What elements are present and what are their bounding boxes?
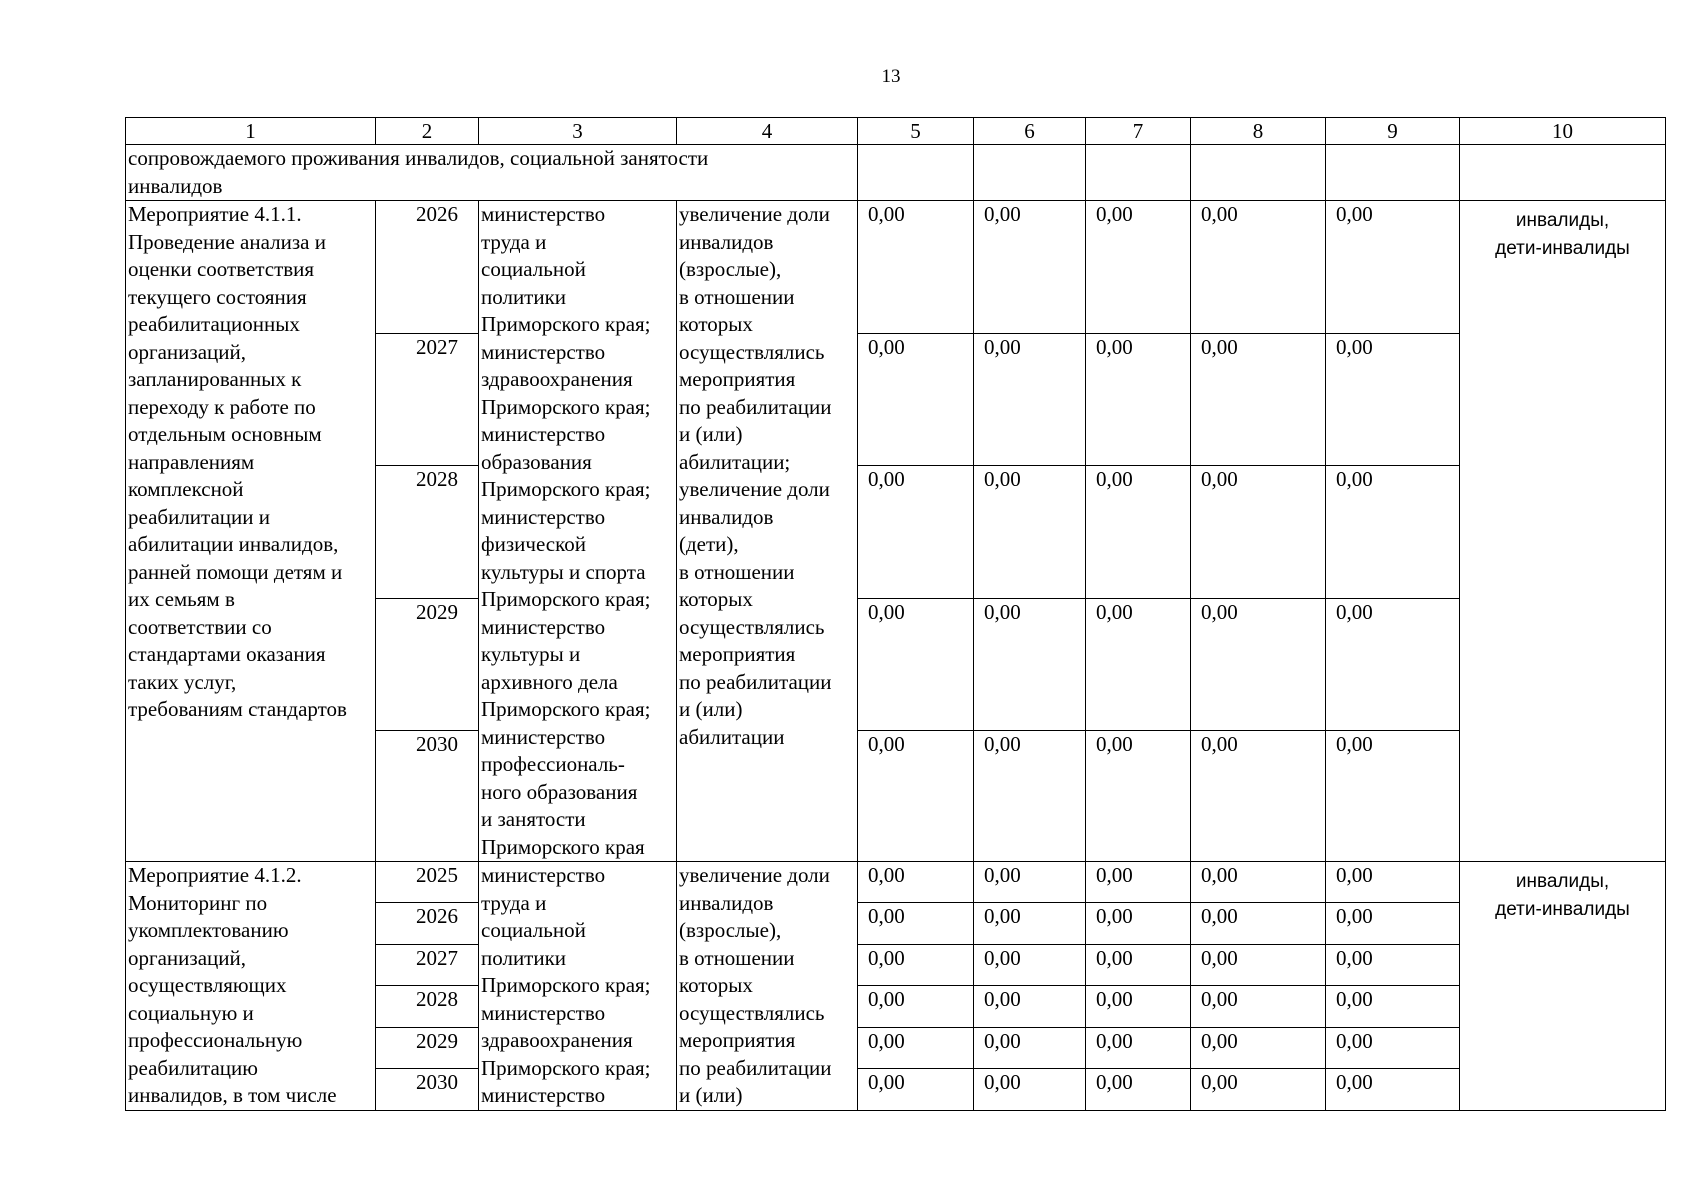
value-cell: 0,00 xyxy=(1086,731,1191,861)
column-header: 8 xyxy=(1191,118,1326,145)
value-cell: 0,00 xyxy=(974,944,1086,985)
page-number: 13 xyxy=(881,66,901,87)
value-cell: 0,00 xyxy=(1326,466,1460,599)
table-body xyxy=(126,118,1666,1111)
column-header: 9 xyxy=(1326,118,1460,145)
value-cell: 0,00 xyxy=(858,1027,974,1068)
measure-name-cell: Мероприятие 4.1.2. Мониторинг по укомплектованию организаций, осуществляющих социальную и профессиональную реабилитацию инвалидов, в том числе xyxy=(126,862,376,1111)
header-row xyxy=(126,118,1666,145)
value-cell: 0,00 xyxy=(1326,862,1460,903)
value-cell: 0,00 xyxy=(1086,333,1191,466)
value-cell: 0,00 xyxy=(1326,944,1460,985)
year-cell: 2027 xyxy=(376,333,479,466)
filler-cell xyxy=(1086,1110,1191,1111)
value-cell: 0,00 xyxy=(974,1027,1086,1068)
value-cell: 0,00 xyxy=(1191,1069,1326,1110)
value-cell: 0,00 xyxy=(858,986,974,1027)
value-cell: 0,00 xyxy=(1191,333,1326,466)
target-group-cell: инвалиды, дети-инвалиды xyxy=(1460,201,1666,862)
value-cell: 0,00 xyxy=(974,731,1086,861)
value-cell: 0,00 xyxy=(974,903,1086,944)
year-cell: 2026 xyxy=(376,903,479,944)
value-cell: 0,00 xyxy=(1326,333,1460,466)
value-cell: 0,00 xyxy=(858,1069,974,1110)
value-cell: 0,00 xyxy=(974,1069,1086,1110)
value-cell: 0,00 xyxy=(858,201,974,334)
value-cell: 0,00 xyxy=(1086,1069,1191,1110)
target-group-cell: инвалиды, дети-инвалиды xyxy=(1460,862,1666,1111)
value-cell: 0,00 xyxy=(1191,903,1326,944)
value-cell: 0,00 xyxy=(1086,201,1191,334)
value-cell: 0,00 xyxy=(1191,986,1326,1027)
value-cell: 0,00 xyxy=(1326,986,1460,1027)
value-cell: 0,00 xyxy=(858,903,974,944)
value-cell: 0,00 xyxy=(974,862,1086,903)
value-cell: 0,00 xyxy=(1326,598,1460,731)
value-cell: 0,00 xyxy=(1086,903,1191,944)
year-cell: 2026 xyxy=(376,201,479,334)
value-cell: 0,00 xyxy=(1326,903,1460,944)
empty-cell xyxy=(1460,145,1666,201)
indicator-cell: увеличение доли инвалидов (взрослые), в отношении которых осуществлялись мероприятия по реабилитации и (или) xyxy=(677,862,858,1111)
column-header: 4 xyxy=(677,118,858,145)
value-cell: 0,00 xyxy=(858,466,974,599)
value-cell: 0,00 xyxy=(858,862,974,903)
filler-cell xyxy=(858,1110,974,1111)
value-cell: 0,00 xyxy=(1326,201,1460,334)
empty-cell xyxy=(858,145,974,201)
value-cell: 0,00 xyxy=(1191,201,1326,334)
value-cell: 0,00 xyxy=(974,466,1086,599)
value-cell: 0,00 xyxy=(1086,598,1191,731)
empty-cell xyxy=(1191,145,1326,201)
value-cell: 0,00 xyxy=(1191,1027,1326,1068)
year-cell: 2028 xyxy=(376,466,479,599)
value-cell: 0,00 xyxy=(858,333,974,466)
column-header: 1 xyxy=(126,118,376,145)
value-cell: 0,00 xyxy=(1086,986,1191,1027)
value-cell: 0,00 xyxy=(858,598,974,731)
year-cell: 2028 xyxy=(376,986,479,1027)
column-header: 5 xyxy=(858,118,974,145)
table-row xyxy=(126,201,1666,334)
year-cell: 2025 xyxy=(376,862,479,903)
executor-cell: министерство труда и социальной политики Приморского края; министерство здравоохранения Приморского края; министерство образования Приморского края; министерство физической культуры и спорта Приморского края; министерство культуры и архивного дела Приморского края; министерство профессиональ- ного образования и занятости Приморского края xyxy=(479,201,677,862)
value-cell: 0,00 xyxy=(1191,466,1326,599)
table-row xyxy=(126,862,1666,903)
column-header: 6 xyxy=(974,118,1086,145)
year-cell: 2030 xyxy=(376,731,479,861)
executor-cell: министерство труда и социальной политики Приморского края; министерство здравоохранения Приморского края; министерство xyxy=(479,862,677,1111)
indicator-cell: увеличение доли инвалидов (взрослые), в отношении которых осуществлялись мероприятия по реабилитации и (или) абилитации; увеличение доли инвалидов (дети), в отношении которых осуществлялись мероприятия по реабилитации и (или) абилитации xyxy=(677,201,858,862)
column-header: 7 xyxy=(1086,118,1191,145)
value-cell: 0,00 xyxy=(974,598,1086,731)
value-cell: 0,00 xyxy=(974,201,1086,334)
filler-cell xyxy=(1191,1110,1326,1111)
year-cell: 2027 xyxy=(376,944,479,985)
column-header: 10 xyxy=(1460,118,1666,145)
year-cell: 2030 xyxy=(376,1069,479,1110)
empty-cell xyxy=(1326,145,1460,201)
measure-name-cell: Мероприятие 4.1.1. Проведение анализа и оценки соответствия текущего состояния реабилитационных организаций, запланированных к переходу к работе по отдельным основным направлениям комплексной реабилитации и абилитации инвалидов, ранней помощи детям и их семьям в соответствии со стандартами оказания таких услуг, требованиям стандартов xyxy=(126,201,376,862)
value-cell: 0,00 xyxy=(1326,731,1460,861)
continuation-row xyxy=(126,145,1666,201)
value-cell: 0,00 xyxy=(1191,731,1326,861)
empty-cell xyxy=(1086,145,1191,201)
filler-cell xyxy=(1326,1110,1460,1111)
value-cell: 0,00 xyxy=(1086,944,1191,985)
value-cell: 0,00 xyxy=(858,731,974,861)
value-cell: 0,00 xyxy=(1326,1069,1460,1110)
column-header: 2 xyxy=(376,118,479,145)
continuation-text: сопровождаемого проживания инвалидов, социальной занятости инвалидов xyxy=(126,145,858,201)
empty-cell xyxy=(974,145,1086,201)
value-cell: 0,00 xyxy=(1191,862,1326,903)
value-cell: 0,00 xyxy=(1191,944,1326,985)
value-cell: 0,00 xyxy=(974,333,1086,466)
value-cell: 0,00 xyxy=(1086,862,1191,903)
column-header: 3 xyxy=(479,118,677,145)
filler-cell xyxy=(376,1110,479,1111)
program-table xyxy=(125,117,1666,1111)
value-cell: 0,00 xyxy=(974,986,1086,1027)
value-cell: 0,00 xyxy=(1191,598,1326,731)
year-cell: 2029 xyxy=(376,1027,479,1068)
value-cell: 0,00 xyxy=(1326,1027,1460,1068)
value-cell: 0,00 xyxy=(1086,466,1191,599)
filler-cell xyxy=(974,1110,1086,1111)
year-cell: 2029 xyxy=(376,598,479,731)
value-cell: 0,00 xyxy=(858,944,974,985)
value-cell: 0,00 xyxy=(1086,1027,1191,1068)
